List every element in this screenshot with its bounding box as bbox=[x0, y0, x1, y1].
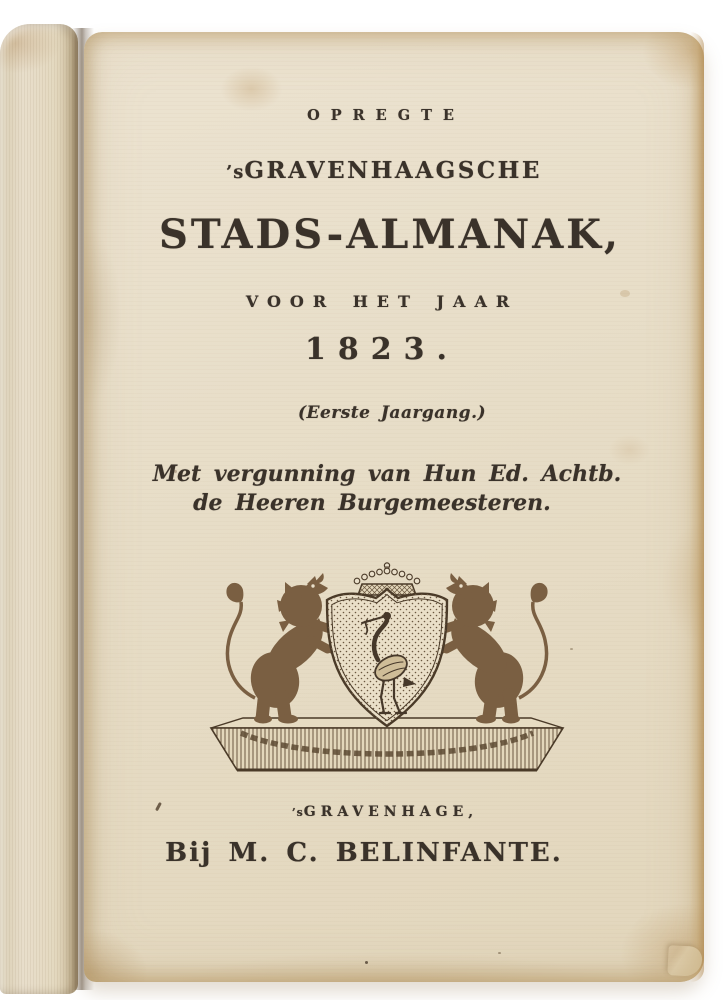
city-prefix: ’s bbox=[226, 162, 245, 183]
lion-supporter-right-icon bbox=[430, 573, 548, 724]
coat-of-arms bbox=[207, 560, 567, 775]
permission-note bbox=[84, 460, 704, 518]
imprint-publisher: Bij M. C. BELINFANTE. bbox=[165, 838, 563, 868]
foxing-spot bbox=[620, 290, 630, 297]
imprint-place-caps: GRAVENHAGE, bbox=[303, 804, 479, 820]
edition-note: (Eerste Jaargang.) bbox=[297, 403, 487, 423]
page-fore-edge bbox=[690, 32, 704, 982]
foxing-spot bbox=[570, 648, 573, 650]
shield-with-stork-icon bbox=[327, 589, 447, 726]
foxing-spot bbox=[174, 470, 177, 473]
title-page bbox=[84, 32, 704, 982]
ink-speck bbox=[498, 952, 501, 954]
city-line bbox=[74, 157, 694, 184]
main-title: STADS-ALMANAK, bbox=[159, 211, 621, 258]
for-the-year: VOOR HET JAAR bbox=[245, 292, 519, 311]
imprint-place bbox=[75, 804, 695, 820]
imprint-place-prefix: ’s bbox=[291, 806, 304, 819]
half-title: OPREGTE bbox=[307, 107, 465, 124]
lion-tail bbox=[227, 602, 255, 698]
lion-supporter-left-icon bbox=[226, 573, 344, 724]
permission-line-2: de Heeren Burgemeesteren. bbox=[193, 490, 551, 516]
city-caps: GRAVENHAAGSCHE bbox=[244, 157, 542, 184]
year: 1823. bbox=[305, 332, 459, 367]
ink-speck bbox=[365, 961, 368, 964]
permission-line-1: Met vergunning van Hun Ed. Achtb. bbox=[152, 461, 622, 487]
